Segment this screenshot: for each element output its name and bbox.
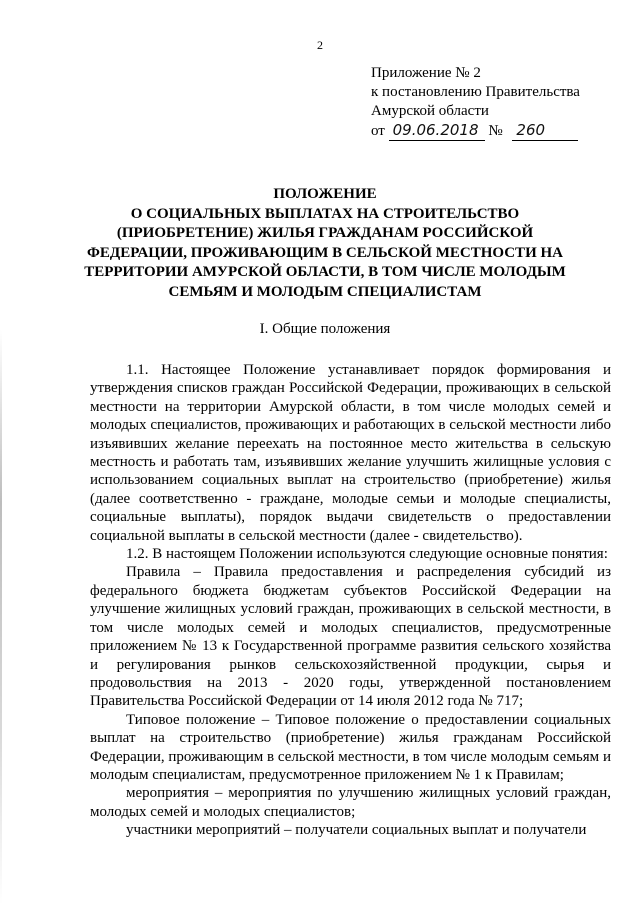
paragraph: 1.1. Настоящее Положение устанавливает порядок формирования и утверждения списков граждан Российской Федерации, проживающих в сельской местности на территории Амурской области, в том числе молодых семей и молодых специалистов, проживающих и работающих в сельской местности либо изъявивших желание переехать на постоянное место жительства в сельскую местность и работать там, изъявивших желание улучшить жилищные условия с использованием социальных выплат на строительство (приобретение) жилья (далее соответственно - граждане, молодые семьи и молодые специалисты, социальные выплаты), порядок выдачи свидетельств о предоставлении социальной выплаты в сельской местности (далее - свидетельство). [90, 362, 611, 544]
title-line: О СОЦИАЛЬНЫХ ВЫПЛАТАХ НА СТРОИТЕЛЬСТВО [130, 205, 520, 222]
number-prefix: № [488, 123, 503, 139]
paragraph: 1.2. В настоящем Положении используются следующие основные понятия: [126, 546, 608, 563]
section-heading: I. Общие положения [259, 321, 391, 337]
paragraph: участники мероприятий – получатели социальных выплат и получатели [126, 822, 587, 839]
paragraph: Правила – Правила предоставления и распределения субсидий из федерального бюджета бюджетам субъектов Российской Федерации на улучшение жилищных условий граждан, проживающих в сельской местности, в том числе молодых семей и молодых специалистов, предусмотренные приложением № 13 к Государственной программе развития сельского хозяйства и регулирования рынков сельскохозяйственной продукции, сырья и продовольствия на 2013 - 2020 годы, утвержденной постановлением Правительства Российской Федерации от 14 июля 2012 года № 717; [90, 564, 611, 710]
body-text [90, 361, 611, 840]
paragraph: мероприятия – мероприятия по улучшению жилищных условий граждан, молодых семей и молодых специалистов; [90, 785, 611, 820]
appendix-line: Амурской области [371, 103, 489, 119]
title-line: (ПРИОБРЕТЕНИЕ) ЖИЛЬЯ ГРАЖДАНАМ РОССИЙСКОЙ [116, 225, 534, 241]
title-line: ПОЛОЖЕНИЕ [273, 186, 377, 202]
handwritten-number: 260 [512, 121, 578, 141]
appendix-line: Приложение № 2 [371, 65, 481, 81]
scan-edge-shadow [0, 330, 2, 905]
appendix-date-line [371, 121, 580, 141]
appendix-line: к постановлению Правительства [371, 84, 580, 100]
date-prefix: от [371, 123, 385, 139]
document-title [60, 185, 590, 302]
paragraph: Типовое положение – Типовое положение о предоставлении социальных выплат на строительство (приобретение) жилья гражданам Российской Федерации, проживающим в сельской местности, в том числе молодым семьям и молодым специалистам, предусмотренное приложением № 1 к Правилам; [90, 711, 611, 783]
title-line: СЕМЬЯМ И МОЛОДЫМ СПЕЦИАЛИСТАМ [168, 283, 482, 300]
title-line: ТЕРРИТОРИИ АМУРСКОЙ ОБЛАСТИ, В ТОМ ЧИСЛЕ МОЛОДЫМ [84, 264, 566, 280]
page-number: 2 [317, 38, 323, 52]
appendix-header [371, 64, 580, 141]
handwritten-date: 09.06.2018 [389, 121, 485, 141]
title-line: ФЕДЕРАЦИИ, ПРОЖИВАЮЩИМ В СЕЛЬСКОЙ МЕСТНОСТИ НА [87, 244, 563, 261]
